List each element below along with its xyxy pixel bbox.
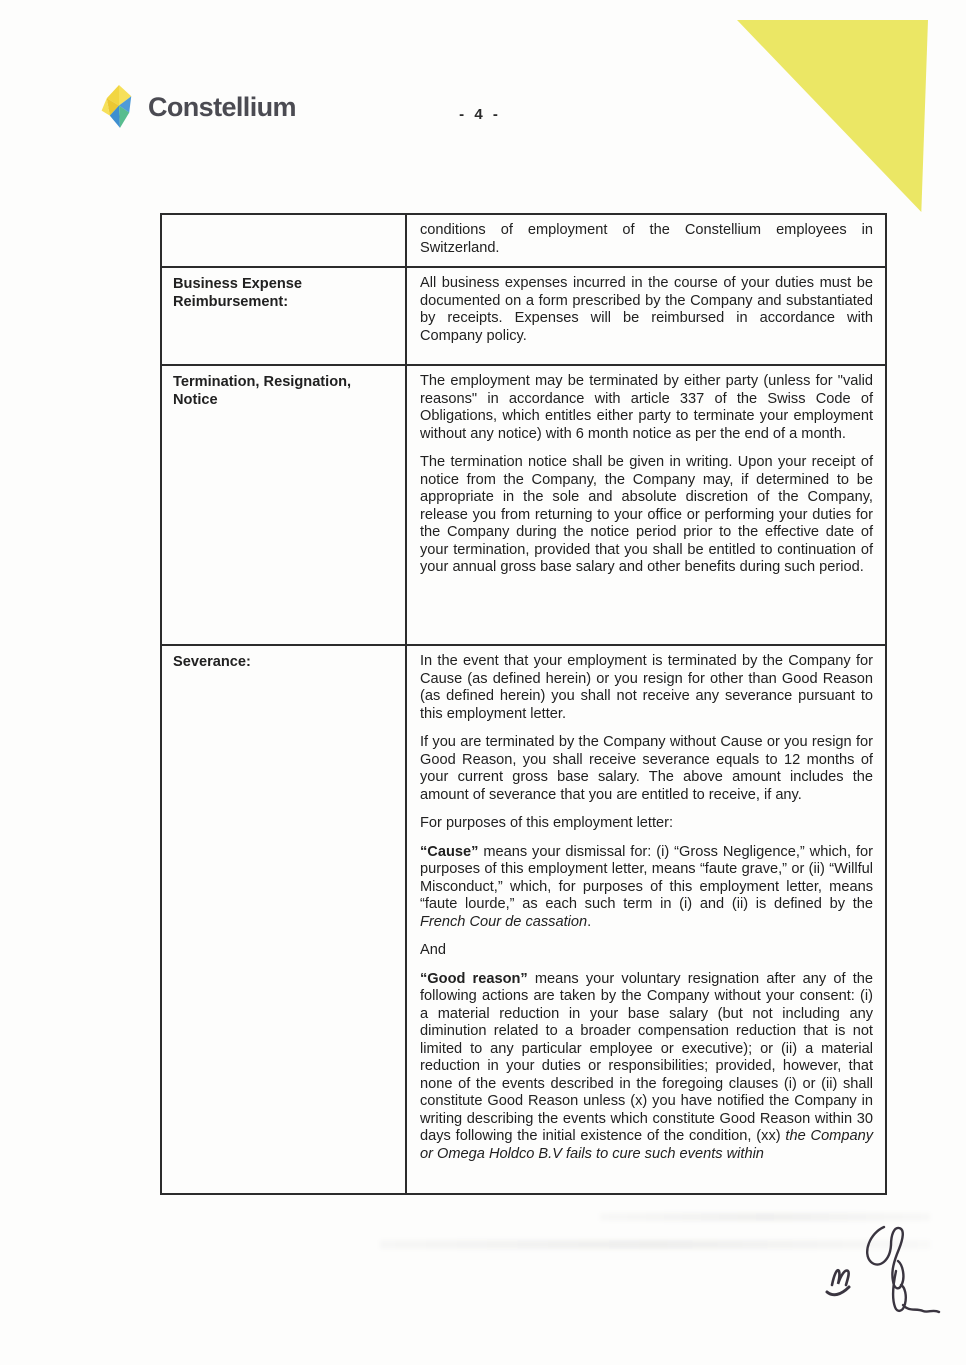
constellium-logo [98, 84, 296, 131]
row-content-cell [406, 365, 886, 645]
row-label-cell: Severance: [161, 645, 406, 1194]
constellium-gem-logo-icon [98, 84, 140, 131]
paragraph: If you are terminated by the Company without Cause or you resign for Good Reason, you shall receive severance equals to 12 months of your current gross base salary. The above amount includes the amount of severance that you are entitled to receive, if any. [420, 734, 873, 803]
paragraph: The termination notice shall be given in writing. Upon your receipt of notice from the Company, the Company may, if determined to be appropriate in the sole and absolute discretion of the Company, release you from returning to your office or performing your duties for the Company during the notice period prior to the effective date of your termination, provided that you shall be entitled to continuation of your annual gross base salary and other benefits during such period. [420, 454, 873, 575]
paragraph: For purposes of this employment letter: [420, 815, 674, 831]
paragraph: And [420, 942, 446, 958]
paragraph: All business expenses incurred in the course of your duties must be documented on a form prescribed by the Company and substantiated by receipts. Expenses will be reimbursed in accordance with Company policy. [420, 275, 873, 344]
row-label-cell: Termination, Resignation, Notice [161, 365, 406, 645]
row-label-cell: Business Expense Reimbursement: [161, 267, 406, 365]
yellow-corner-triangle-icon [737, 20, 928, 212]
paragraph: “Cause” means your dismissal for: (i) “Gross Negligence,” which, for purposes of this employment letter, means “faute grave,” or (ii) “Willful Misconduct,” which, for purposes of this employment letter, means “faute lourde,” as each such term in (i) and (ii) is defined by the French Cour de cassation. [420, 843, 873, 930]
table-row [161, 214, 886, 267]
handwritten-signature-icon [867, 1227, 939, 1312]
paragraph: In the event that your employment is terminated by the Company for Cause (as defined herein) or you resign for other than Good Reason (as defined herein) you shall not receive any severance pursuant to this employment letter. [420, 653, 873, 722]
employment-terms-table [160, 213, 887, 1195]
row-label-cell [161, 214, 406, 267]
handwritten-initials-icon [827, 1270, 849, 1294]
paragraph: “Good reason” means your voluntary resignation after any of the following actions are taken by the Company without your consent: (i) a material reduction in your base salary (but not including any diminution related to a broader compensation reduction that is not limited to any particular employee or executive); or (ii) a material reduction in your duties or responsibilities; provided, however, that none of the events described in the foregoing clauses (i) or (ii) shall constitute Good Reason unless (x) you have notified the Company in writing describing the events which constitute Good Reason within 30 days following the initial existence of the condition, (xx) the Company or Omega Holdco B.V fails to cure such events within [420, 970, 873, 1162]
row-content-cell [406, 214, 886, 267]
brand-name: Constellium [148, 92, 296, 122]
table-row [161, 645, 886, 1194]
table-row [161, 365, 886, 645]
paragraph: The employment may be terminated by either party (unless for "valid reasons" in accordance with article 337 of the Swiss Code of Obligations, which entitles either party to terminate your employment without any notice) with 6 month notice as per the end of a month. [420, 373, 873, 442]
paragraph: conditions of employment of the Constellium employees in Switzerland. [420, 222, 873, 256]
page-number: - 4 - [459, 106, 501, 123]
table-row [161, 267, 886, 365]
row-content-cell [406, 267, 886, 365]
employment-table-body [161, 214, 886, 1194]
row-content-cell [406, 645, 886, 1194]
signature-block [808, 1213, 948, 1338]
